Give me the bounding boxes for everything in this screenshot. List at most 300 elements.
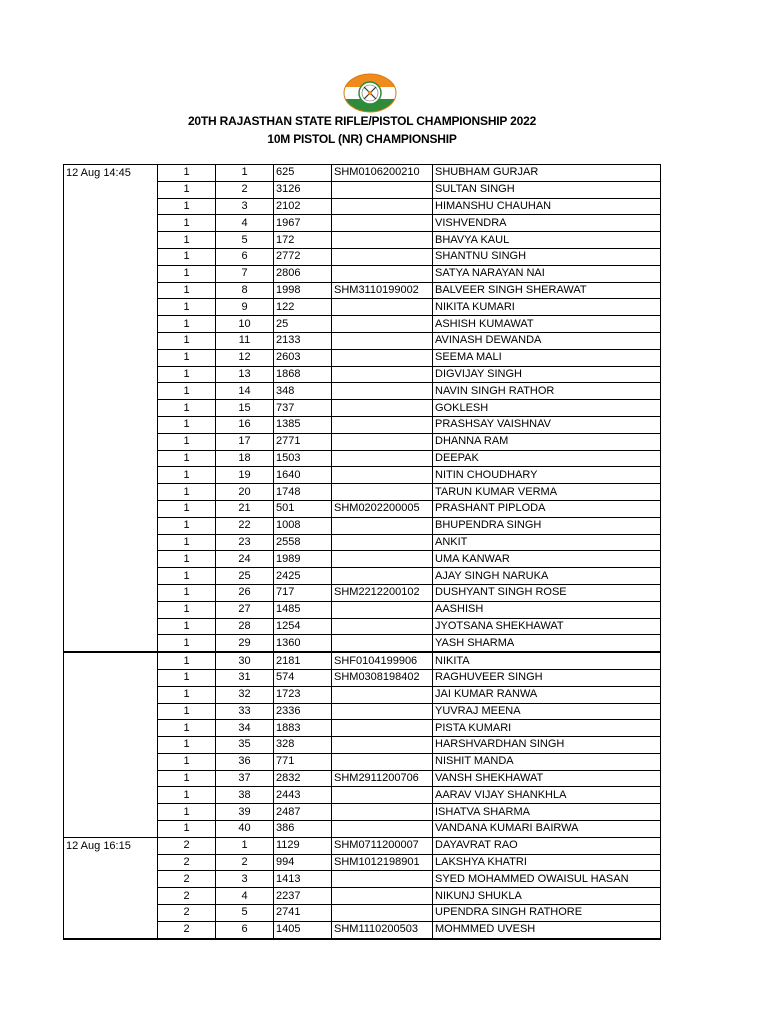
cell-relay: 1: [158, 568, 216, 585]
cell-lane: 4: [216, 888, 274, 905]
cell-shooter-id: [332, 383, 433, 400]
cell-lane: 15: [216, 400, 274, 417]
cell-time: [64, 198, 158, 215]
cell-relay: 1: [158, 165, 216, 182]
cell-time: [64, 787, 158, 804]
cell-competitor-number: 1008: [274, 517, 332, 534]
cell-time: [64, 635, 158, 652]
table-row: [64, 871, 661, 888]
cell-relay: 1: [158, 383, 216, 400]
cell-competitor-number: 1967: [274, 215, 332, 232]
cell-name: SULTAN SINGH: [433, 181, 661, 198]
cell-time: [64, 534, 158, 551]
cell-relay: 1: [158, 635, 216, 652]
table-row: [64, 534, 661, 551]
cell-lane: 32: [216, 686, 274, 703]
cell-competitor-number: 328: [274, 737, 332, 754]
cell-time: [64, 517, 158, 534]
cell-time: [64, 703, 158, 720]
cell-lane: 1: [216, 837, 274, 854]
table-row: [64, 821, 661, 838]
table-row: [64, 198, 661, 215]
cell-shooter-id: [332, 686, 433, 703]
cell-name: AASHISH: [433, 601, 661, 618]
cell-competitor-number: 501: [274, 500, 332, 517]
table-row: [64, 720, 661, 737]
cell-name: YUVRAJ MEENA: [433, 703, 661, 720]
cell-name: AARAV VIJAY SHANKHLA: [433, 787, 661, 804]
association-emblem-icon: [343, 73, 397, 113]
table-row: [64, 770, 661, 787]
cell-time: [64, 921, 158, 938]
cell-competitor-number: 2487: [274, 804, 332, 821]
table-row: [64, 232, 661, 249]
cell-shooter-id: [332, 366, 433, 383]
cell-relay: 1: [158, 534, 216, 551]
cell-shooter-id: [332, 905, 433, 922]
table-row: [64, 332, 661, 349]
cell-time: [64, 400, 158, 417]
document-subtitle: 10M PISTOL (NR) CHAMPIONSHIP: [267, 132, 457, 146]
cell-name: LAKSHYA KHATRI: [433, 854, 661, 871]
cell-relay: 1: [158, 500, 216, 517]
cell-relay: 1: [158, 265, 216, 282]
cell-lane: 33: [216, 703, 274, 720]
cell-relay: 1: [158, 181, 216, 198]
cell-competitor-number: 1640: [274, 467, 332, 484]
cell-lane: 18: [216, 450, 274, 467]
cell-shooter-id: SHM0308198402: [332, 669, 433, 686]
cell-shooter-id: [332, 316, 433, 333]
cell-relay: 1: [158, 433, 216, 450]
table-row: [64, 787, 661, 804]
cell-lane: 3: [216, 198, 274, 215]
cell-shooter-id: [332, 737, 433, 754]
cell-name: ISHATVA SHARMA: [433, 804, 661, 821]
cell-relay: 2: [158, 837, 216, 854]
cell-time: [64, 804, 158, 821]
table-row: [64, 568, 661, 585]
cell-relay: 1: [158, 299, 216, 316]
cell-lane: 31: [216, 669, 274, 686]
squad-roster-table: [63, 164, 661, 940]
table-row: [64, 299, 661, 316]
cell-name: NIKITA KUMARI: [433, 299, 661, 316]
table-row: [64, 181, 661, 198]
cell-name: BHAVYA KAUL: [433, 232, 661, 249]
cell-time: [64, 905, 158, 922]
cell-shooter-id: [332, 416, 433, 433]
cell-relay: 1: [158, 232, 216, 249]
cell-competitor-number: 2558: [274, 534, 332, 551]
cell-competitor-number: 2771: [274, 433, 332, 450]
cell-competitor-number: 1723: [274, 686, 332, 703]
cell-shooter-id: SHM1110200503: [332, 921, 433, 938]
table-row: [64, 383, 661, 400]
cell-competitor-number: 2806: [274, 265, 332, 282]
cell-time: [64, 450, 158, 467]
cell-lane: 2: [216, 181, 274, 198]
cell-shooter-id: [332, 568, 433, 585]
cell-lane: 38: [216, 787, 274, 804]
cell-competitor-number: 2741: [274, 905, 332, 922]
cell-time: [64, 248, 158, 265]
cell-time: [64, 854, 158, 871]
cell-shooter-id: SHM0711200007: [332, 837, 433, 854]
cell-shooter-id: [332, 484, 433, 501]
cell-relay: 1: [158, 517, 216, 534]
cell-shooter-id: [332, 332, 433, 349]
cell-shooter-id: SHM2911200706: [332, 770, 433, 787]
cell-time: [64, 215, 158, 232]
cell-lane: 14: [216, 383, 274, 400]
cell-time: [64, 282, 158, 299]
cell-competitor-number: 717: [274, 584, 332, 601]
cell-competitor-number: 1503: [274, 450, 332, 467]
cell-shooter-id: SHF0104199906: [332, 652, 433, 669]
cell-competitor-number: 1254: [274, 618, 332, 635]
cell-lane: 37: [216, 770, 274, 787]
cell-name: AVINASH DEWANDA: [433, 332, 661, 349]
cell-name: AJAY SINGH NARUKA: [433, 568, 661, 585]
cell-relay: 1: [158, 737, 216, 754]
cell-time: [64, 821, 158, 838]
cell-relay: 2: [158, 921, 216, 938]
cell-competitor-number: 1485: [274, 601, 332, 618]
cell-relay: 1: [158, 686, 216, 703]
cell-shooter-id: [332, 299, 433, 316]
cell-name: SEEMA MALI: [433, 349, 661, 366]
cell-lane: 16: [216, 416, 274, 433]
cell-shooter-id: [332, 703, 433, 720]
cell-time: [64, 601, 158, 618]
table-row: [64, 517, 661, 534]
cell-shooter-id: [332, 198, 433, 215]
cell-shooter-id: [332, 551, 433, 568]
cell-name: HIMANSHU CHAUHAN: [433, 198, 661, 215]
table-row: [64, 484, 661, 501]
cell-relay: 1: [158, 416, 216, 433]
cell-competitor-number: 386: [274, 821, 332, 838]
cell-competitor-number: 2102: [274, 198, 332, 215]
cell-time: [64, 584, 158, 601]
cell-competitor-number: 2603: [274, 349, 332, 366]
cell-name: DIGVIJAY SINGH: [433, 366, 661, 383]
cell-shooter-id: [332, 349, 433, 366]
cell-competitor-number: 122: [274, 299, 332, 316]
cell-time: [64, 737, 158, 754]
cell-name: SHUBHAM GURJAR: [433, 165, 661, 182]
cell-relay: 1: [158, 349, 216, 366]
cell-shooter-id: [332, 433, 433, 450]
cell-relay: 2: [158, 854, 216, 871]
table-row: [64, 686, 661, 703]
cell-competitor-number: 771: [274, 753, 332, 770]
cell-lane: 25: [216, 568, 274, 585]
cell-competitor-number: 1405: [274, 921, 332, 938]
cell-time: [64, 652, 158, 669]
cell-lane: 24: [216, 551, 274, 568]
cell-relay: 1: [158, 450, 216, 467]
table-row: [64, 433, 661, 450]
cell-competitor-number: 2181: [274, 652, 332, 669]
table-row: [64, 584, 661, 601]
table-row: [64, 316, 661, 333]
cell-name: BALVEER SINGH SHERAWAT: [433, 282, 661, 299]
cell-name: JYOTSANA SHEKHAWAT: [433, 618, 661, 635]
cell-lane: 9: [216, 299, 274, 316]
cell-time: [64, 467, 158, 484]
table-row: [64, 467, 661, 484]
cell-shooter-id: [332, 517, 433, 534]
cell-relay: 1: [158, 652, 216, 669]
table-row: [64, 652, 661, 669]
cell-time: 12 Aug 14:45: [64, 165, 158, 182]
cell-time: [64, 618, 158, 635]
cell-name: UMA KANWAR: [433, 551, 661, 568]
cell-time: [64, 770, 158, 787]
cell-name: NIKITA: [433, 652, 661, 669]
cell-competitor-number: 1989: [274, 551, 332, 568]
cell-relay: 1: [158, 601, 216, 618]
cell-competitor-number: 2832: [274, 770, 332, 787]
cell-name: ASHISH KUMAWAT: [433, 316, 661, 333]
cell-lane: 1: [216, 165, 274, 182]
cell-name: NITIN CHOUDHARY: [433, 467, 661, 484]
cell-competitor-number: 1998: [274, 282, 332, 299]
cell-shooter-id: [332, 787, 433, 804]
cell-shooter-id: [332, 871, 433, 888]
table-row: [64, 618, 661, 635]
cell-relay: 1: [158, 316, 216, 333]
cell-lane: 23: [216, 534, 274, 551]
cell-shooter-id: [332, 400, 433, 417]
cell-time: [64, 299, 158, 316]
cell-time: [64, 669, 158, 686]
table-row: [64, 753, 661, 770]
cell-lane: 22: [216, 517, 274, 534]
cell-relay: 1: [158, 248, 216, 265]
table-row: [64, 888, 661, 905]
cell-time: [64, 888, 158, 905]
cell-shooter-id: [332, 215, 433, 232]
cell-time: [64, 349, 158, 366]
cell-lane: 13: [216, 366, 274, 383]
cell-shooter-id: [332, 467, 433, 484]
cell-lane: 39: [216, 804, 274, 821]
table-row: [64, 635, 661, 652]
cell-name: MOHMMED UVESH: [433, 921, 661, 938]
cell-time: [64, 265, 158, 282]
cell-lane: 6: [216, 921, 274, 938]
cell-shooter-id: [332, 232, 433, 249]
table-row: [64, 921, 661, 938]
cell-shooter-id: SHM0202200005: [332, 500, 433, 517]
cell-time: [64, 383, 158, 400]
cell-competitor-number: 1129: [274, 837, 332, 854]
cell-name: DHANNA RAM: [433, 433, 661, 450]
cell-lane: 27: [216, 601, 274, 618]
cell-shooter-id: [332, 635, 433, 652]
cell-shooter-id: [332, 601, 433, 618]
table-row: [64, 400, 661, 417]
cell-shooter-id: [332, 181, 433, 198]
cell-lane: 3: [216, 871, 274, 888]
cell-name: SATYA NARAYAN NAI: [433, 265, 661, 282]
cell-shooter-id: [332, 265, 433, 282]
cell-relay: 2: [158, 888, 216, 905]
table-row: [64, 450, 661, 467]
cell-time: [64, 686, 158, 703]
cell-relay: 1: [158, 787, 216, 804]
cell-shooter-id: SHM3110199002: [332, 282, 433, 299]
cell-time: [64, 332, 158, 349]
cell-name: GOKLESH: [433, 400, 661, 417]
cell-name: DUSHYANT SINGH ROSE: [433, 584, 661, 601]
cell-time: [64, 551, 158, 568]
cell-relay: 1: [158, 753, 216, 770]
table-row: [64, 737, 661, 754]
cell-competitor-number: 2133: [274, 332, 332, 349]
cell-lane: 4: [216, 215, 274, 232]
cell-relay: 2: [158, 905, 216, 922]
cell-time: [64, 316, 158, 333]
cell-relay: 1: [158, 366, 216, 383]
cell-name: VANSH SHEKHAWAT: [433, 770, 661, 787]
cell-lane: 19: [216, 467, 274, 484]
table-row: [64, 215, 661, 232]
cell-lane: 8: [216, 282, 274, 299]
cell-competitor-number: 994: [274, 854, 332, 871]
table-row: [64, 601, 661, 618]
cell-relay: 1: [158, 467, 216, 484]
cell-time: 12 Aug 16:15: [64, 837, 158, 854]
cell-relay: 1: [158, 821, 216, 838]
cell-time: [64, 871, 158, 888]
cell-time: [64, 753, 158, 770]
roster-body: [64, 165, 661, 939]
cell-competitor-number: 1868: [274, 366, 332, 383]
table-row: [64, 837, 661, 854]
cell-competitor-number: 1413: [274, 871, 332, 888]
cell-name: PISTA KUMARI: [433, 720, 661, 737]
cell-time: [64, 416, 158, 433]
cell-name: VISHVENDRA: [433, 215, 661, 232]
cell-competitor-number: 2336: [274, 703, 332, 720]
cell-name: BHUPENDRA SINGH: [433, 517, 661, 534]
cell-competitor-number: 737: [274, 400, 332, 417]
cell-relay: 1: [158, 669, 216, 686]
cell-lane: 6: [216, 248, 274, 265]
cell-relay: 1: [158, 198, 216, 215]
cell-name: RAGHUVEER SINGH: [433, 669, 661, 686]
cell-shooter-id: [332, 888, 433, 905]
cell-name: NIKUNJ SHUKLA: [433, 888, 661, 905]
cell-name: UPENDRA SINGH RATHORE: [433, 905, 661, 922]
cell-name: NISHIT MANDA: [433, 753, 661, 770]
table-row: [64, 248, 661, 265]
cell-relay: 1: [158, 215, 216, 232]
cell-name: DAYAVRAT RAO: [433, 837, 661, 854]
cell-relay: 1: [158, 618, 216, 635]
cell-lane: 35: [216, 737, 274, 754]
cell-lane: 10: [216, 316, 274, 333]
table-row: [64, 804, 661, 821]
cell-lane: 36: [216, 753, 274, 770]
cell-competitor-number: 25: [274, 316, 332, 333]
cell-competitor-number: 574: [274, 669, 332, 686]
table-row: [64, 349, 661, 366]
cell-relay: 1: [158, 584, 216, 601]
cell-lane: 30: [216, 652, 274, 669]
table-row: [64, 165, 661, 182]
cell-competitor-number: 1883: [274, 720, 332, 737]
cell-relay: 1: [158, 332, 216, 349]
cell-relay: 2: [158, 871, 216, 888]
table-row: [64, 282, 661, 299]
cell-name: HARSHVARDHAN SINGH: [433, 737, 661, 754]
cell-shooter-id: [332, 720, 433, 737]
cell-name: PRASHANT PIPLODA: [433, 500, 661, 517]
cell-name: YASH SHARMA: [433, 635, 661, 652]
cell-competitor-number: 1360: [274, 635, 332, 652]
cell-lane: 2: [216, 854, 274, 871]
cell-competitor-number: 172: [274, 232, 332, 249]
cell-lane: 40: [216, 821, 274, 838]
cell-time: [64, 484, 158, 501]
cell-lane: 29: [216, 635, 274, 652]
cell-lane: 34: [216, 720, 274, 737]
cell-competitor-number: 625: [274, 165, 332, 182]
cell-shooter-id: [332, 618, 433, 635]
table-row: [64, 703, 661, 720]
cell-competitor-number: 3126: [274, 181, 332, 198]
cell-relay: 1: [158, 804, 216, 821]
cell-competitor-number: 1385: [274, 416, 332, 433]
cell-shooter-id: [332, 753, 433, 770]
cell-lane: 28: [216, 618, 274, 635]
cell-lane: 21: [216, 500, 274, 517]
cell-shooter-id: [332, 248, 433, 265]
cell-shooter-id: [332, 534, 433, 551]
cell-lane: 12: [216, 349, 274, 366]
table-row: [64, 416, 661, 433]
document-title: 20TH RAJASTHAN STATE RIFLE/PISTOL CHAMPIONSHIP 2022: [187, 114, 537, 128]
cell-name: PRASHSAY VAISHNAV: [433, 416, 661, 433]
cell-time: [64, 366, 158, 383]
cell-time: [64, 720, 158, 737]
cell-name: NAVIN SINGH RATHOR: [433, 383, 661, 400]
cell-competitor-number: 2425: [274, 568, 332, 585]
cell-lane: 26: [216, 584, 274, 601]
cell-name: JAI KUMAR RANWA: [433, 686, 661, 703]
cell-relay: 1: [158, 400, 216, 417]
cell-time: [64, 181, 158, 198]
cell-name: SYED MOHAMMED OWAISUL HASAN: [433, 871, 661, 888]
cell-name: TARUN KUMAR VERMA: [433, 484, 661, 501]
cell-lane: 20: [216, 484, 274, 501]
cell-name: VANDANA KUMARI BAIRWA: [433, 821, 661, 838]
cell-lane: 5: [216, 232, 274, 249]
table-row: [64, 854, 661, 871]
cell-relay: 1: [158, 703, 216, 720]
cell-competitor-number: 2772: [274, 248, 332, 265]
cell-competitor-number: 2237: [274, 888, 332, 905]
cell-lane: 17: [216, 433, 274, 450]
cell-relay: 1: [158, 551, 216, 568]
table-row: [64, 551, 661, 568]
cell-time: [64, 232, 158, 249]
